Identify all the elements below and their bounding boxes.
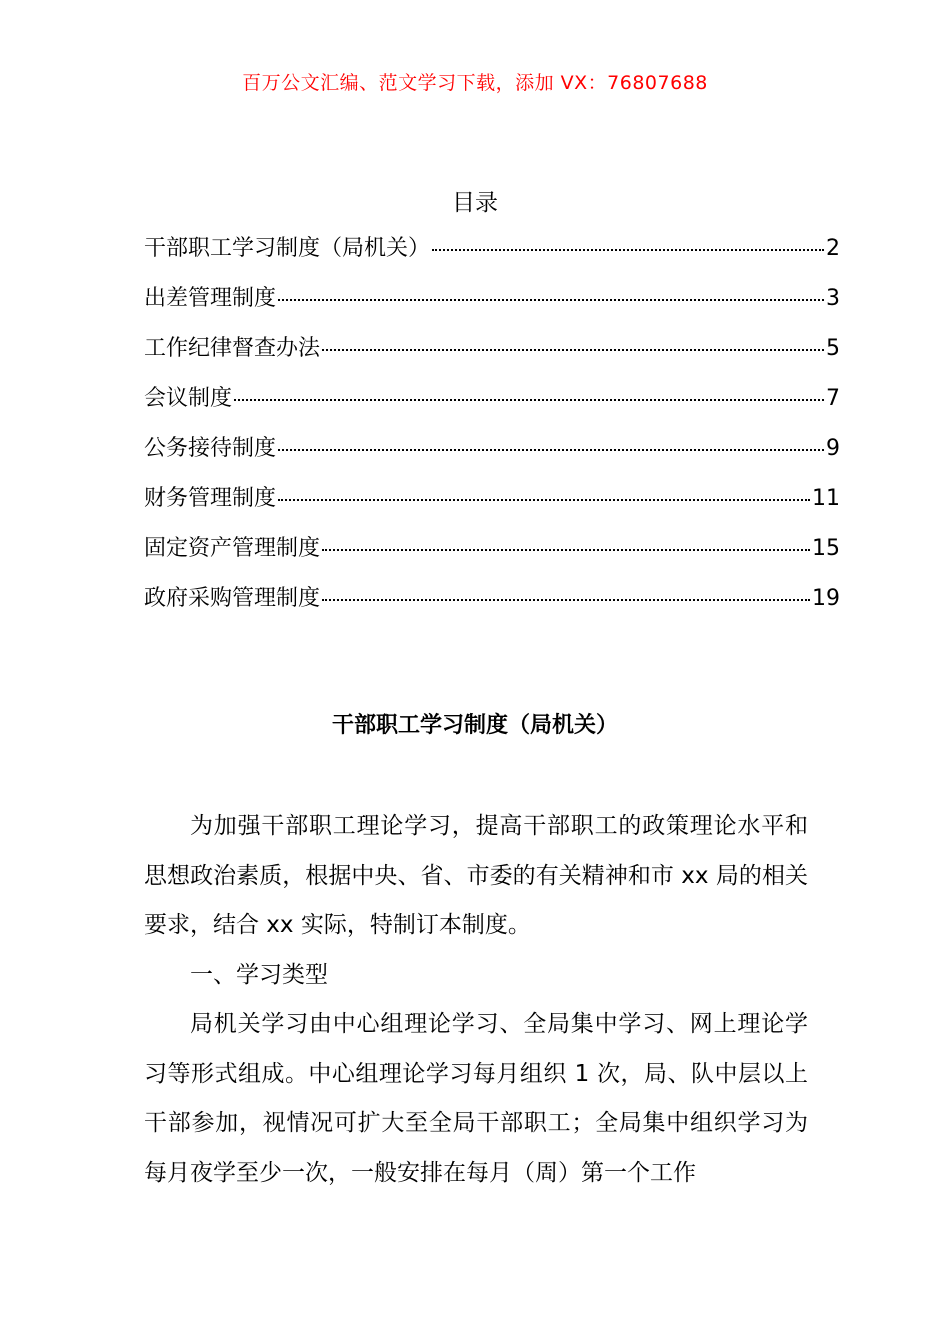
toc-entry[interactable] xyxy=(144,481,840,531)
toc-entry-page: 11 xyxy=(812,486,840,511)
table-of-contents xyxy=(144,231,840,631)
toc-entry[interactable] xyxy=(144,281,840,331)
toc-entry-label: 财务管理制度 xyxy=(144,486,277,511)
toc-entry-page: 15 xyxy=(812,536,840,561)
toc-entry-label: 干部职工学习制度（局机关） xyxy=(144,236,431,261)
section-title: 干部职工学习制度（局机关） xyxy=(331,713,618,738)
toc-leader-dots xyxy=(278,449,824,451)
toc-leader-dots xyxy=(322,349,824,351)
toc-entry[interactable] xyxy=(144,581,840,631)
toc-entry-label: 工作纪律督查办法 xyxy=(144,336,321,361)
body-paragraph: 为加强干部职工理论学习，提高干部职工的政策理论水平和思想政治素质，根据中央、省、市委的有关精神和市 xx 局的相关要求，结合 xx 实际，特制订本制度。 xyxy=(144,813,808,938)
toc-entry-label: 固定资产管理制度 xyxy=(144,536,321,561)
toc-entry[interactable] xyxy=(144,331,840,381)
toc-entry[interactable] xyxy=(144,381,840,431)
body-paragraph: 局机关学习由中心组理论学习、全局集中学习、网上理论学习等形式组成。中心组理论学习每月组织 1 次，局、队中层以上干部参加，视情况可扩大至全局干部职工；全局集中组织学习为每月夜学至少一次，一般安排在每月（周）第一个工作 xyxy=(144,1011,808,1186)
toc-entry-page: 5 xyxy=(826,336,840,361)
toc-leader-dots xyxy=(278,299,824,301)
toc-entry-label: 出差管理制度 xyxy=(144,286,277,311)
toc-leader-dots xyxy=(234,399,824,401)
toc-entry-label: 政府采购管理制度 xyxy=(144,586,321,611)
toc-leader-dots xyxy=(322,599,810,601)
body-heading: 一、学习类型 xyxy=(190,961,328,988)
toc-entry-page: 19 xyxy=(812,586,840,611)
toc-entry-page: 3 xyxy=(826,286,840,311)
toc-leader-dots xyxy=(432,249,824,251)
toc-entry[interactable] xyxy=(144,431,840,481)
toc-entry-page: 2 xyxy=(826,236,840,261)
toc-entry-page: 7 xyxy=(826,386,840,411)
toc-entry[interactable] xyxy=(144,231,840,281)
toc-title: 目录 xyxy=(452,190,498,216)
toc-leader-dots xyxy=(322,549,810,551)
header-banner: 百万公文汇编、范文学习下载，添加 VX：76807688 xyxy=(242,72,708,94)
toc-entry-label: 公务接待制度 xyxy=(144,436,277,461)
toc-leader-dots xyxy=(278,499,810,501)
toc-entry-label: 会议制度 xyxy=(144,386,233,411)
toc-entry-page: 9 xyxy=(826,436,840,461)
toc-entry[interactable] xyxy=(144,531,840,581)
section-body xyxy=(144,802,808,1198)
